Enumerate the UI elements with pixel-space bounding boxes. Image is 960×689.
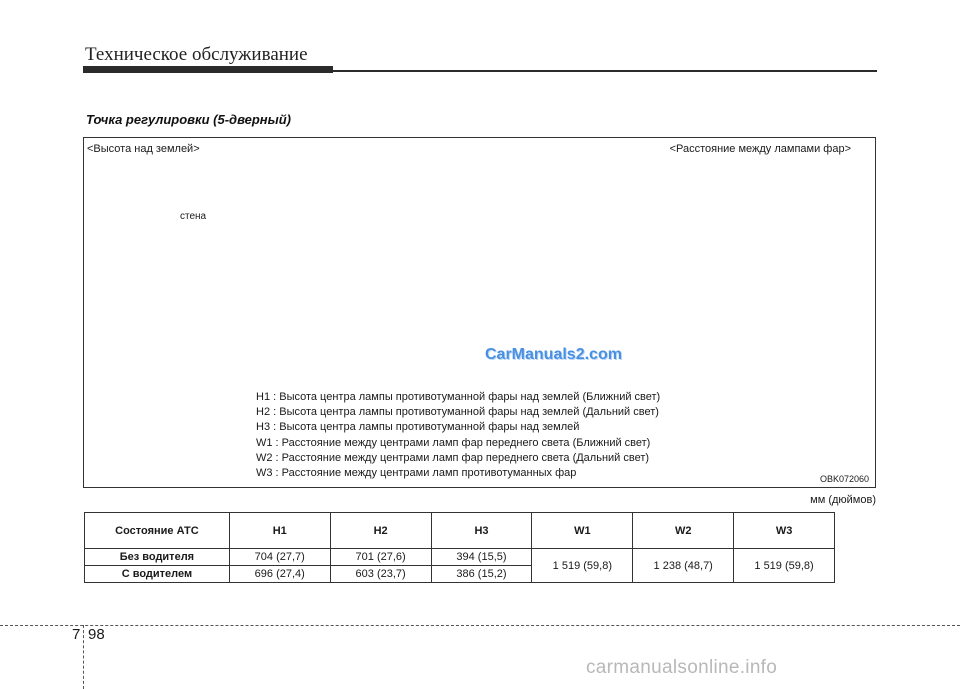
page-chapter-number: 7 [72,626,81,643]
figure-wall-label: стена [180,211,207,222]
legend-item-h3: H3 : Высота центра лампы противотуманной фары над землей [256,421,580,434]
column-header-w2: W2 [633,513,734,549]
cell-w1: 1 519 (59,8) [532,549,633,583]
column-header-state: Состояние АТС [85,513,230,549]
column-header-h1: H1 [229,513,330,549]
table-header-row [85,513,835,549]
watermark-link[interactable]: CarManuals2.com [485,346,622,363]
page-footer-rule [0,625,960,626]
site-footer-link[interactable]: carmanualsonline.info [586,657,778,678]
cell-h3: 386 (15,2) [431,566,532,583]
cell-h2: 701 (27,6) [330,549,431,566]
column-header-h3: H3 [431,513,532,549]
page-number: 98 [88,626,105,643]
cell-h1: 704 (27,7) [229,549,330,566]
chapter-title: Техническое обслуживание [85,44,308,65]
figure-code: OBK072060 [819,474,869,484]
header-bar-thick [83,66,333,73]
column-header-w3: W3 [734,513,835,549]
cell-state: С водителем [85,566,230,583]
cell-w3: 1 519 (59,8) [734,549,835,583]
legend-item-h1: H1 : Высота центра лампы противотуманной фары над землей (Ближний свет) [256,391,661,403]
section-title: Точка регулировки (5-дверный) [86,112,291,127]
cell-h2: 603 (23,7) [330,566,431,583]
table-row [85,549,835,566]
spec-table [84,512,835,583]
cell-state: Без водителя [85,549,230,566]
units-label: мм (дюймов) [810,494,876,506]
cell-w2: 1 238 (48,7) [633,549,734,583]
figure-legend [256,390,660,481]
header-bar-thin [333,70,877,72]
cell-h3: 394 (15,5) [431,549,532,566]
legend-item-h2: H2 : Высота центра лампы противотуманной фары над землей (Дальний свет) [256,406,659,419]
figure-label-ground-height: <Высота над землей> [87,143,200,155]
legend-item-w1: W1 : Расстояние между центрами ламп фар переднего света (Ближний свет) [256,436,651,449]
legend-item-w2: W2 : Расстояние между центрами ламп фар переднего света (Дальний свет) [256,451,650,464]
column-header-w1: W1 [532,513,633,549]
figure-box [83,137,876,488]
figure-label-lamp-distance: <Расстояние между лампами фар> [669,143,851,155]
cell-h1: 696 (27,4) [229,566,330,583]
column-header-h2: H2 [330,513,431,549]
legend-item-w3: W3 : Расстояние между центрами ламп противотуманных фар [256,467,577,480]
page-footer-divider [83,625,84,689]
